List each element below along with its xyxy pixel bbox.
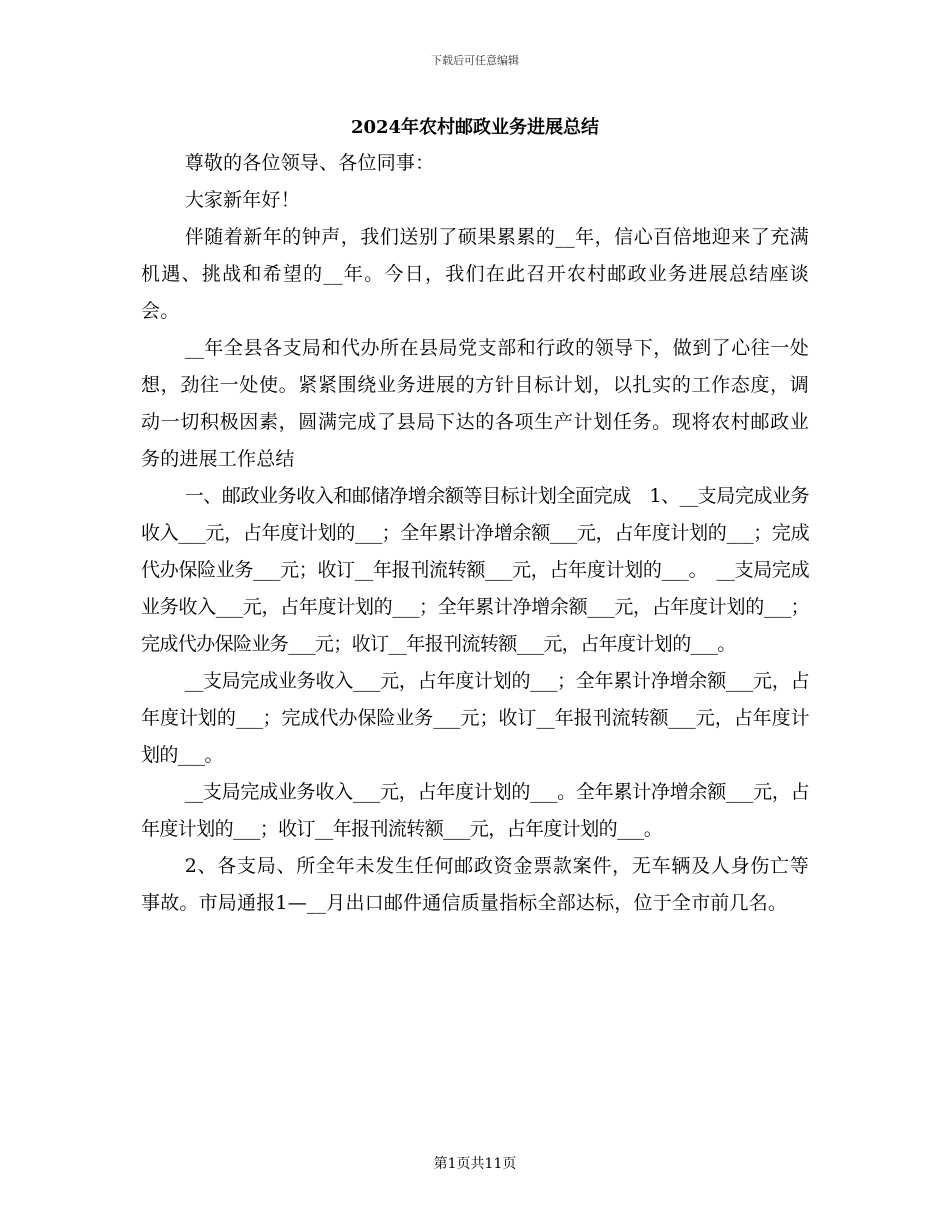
- section-two-paragraph: 2、各支局、所全年未发生任何邮政资金票款案件，无车辆及人身伤亡等事故。市局通报1—__月出口邮件通信质量指标全部达标，位于全市前几名。: [141, 855, 809, 914]
- overview-paragraph: __年全县各支局和代办所在县局党支部和行政的领导下，做到了心往一处想，劲往一处使。紧紧围绕业务进展的方针目标计划，以扎实的工作态度，调动一切积极因素，圆满完成了县局下达的各项生产计划任务。现将农村邮政业务的进展工作总结: [141, 337, 809, 470]
- page-number: 第1页共11页: [433, 1156, 517, 1172]
- intro-paragraph: 伴随着新年的钟声，我们送别了硕果累累的__年，信心百倍地迎来了充满机遇、挑战和希望的__年。今日，我们在此召开农村邮政业务进展总结座谈会。: [141, 226, 809, 322]
- page-header-note: 下载后可任意编辑: [431, 54, 519, 67]
- document-body: [141, 145, 809, 922]
- document-title: 2024年农村邮政业务进展总结: [350, 117, 600, 138]
- branch-report-paragraph: __支局完成业务收入___元，占年度计划的___。全年累计净增余额___元，占年度计划的___；收订__年报刊流转额___元，占年度计划的___。: [141, 781, 809, 840]
- section-one-paragraph: 一、邮政业务收入和邮储净增余额等目标计划全面完成 1、__支局完成业务收入___元，占年度计划的___；全年累计净增余额___元，占年度计划的___；完成代办保险业务___元；收订__年报刊流转额___元，占年度计划的___。 __支局完成业务收入___元，占年度计划的___；全年累计净增余额___元，占年度计划的___；完成代办保险业务___元；收订__年报刊流转额___元，占年度计划的___。: [141, 485, 809, 655]
- greeting-paragraph: 大家新年好！: [184, 189, 300, 211]
- branch-report-paragraph: __支局完成业务收入___元，占年度计划的___；全年累计净增余额___元，占年度计划的___；完成代办保险业务___元；收订__年报刊流转额___元，占年度计划的___。: [141, 670, 809, 766]
- salutation-paragraph: 尊敬的各位领导、各位同事：: [184, 152, 435, 174]
